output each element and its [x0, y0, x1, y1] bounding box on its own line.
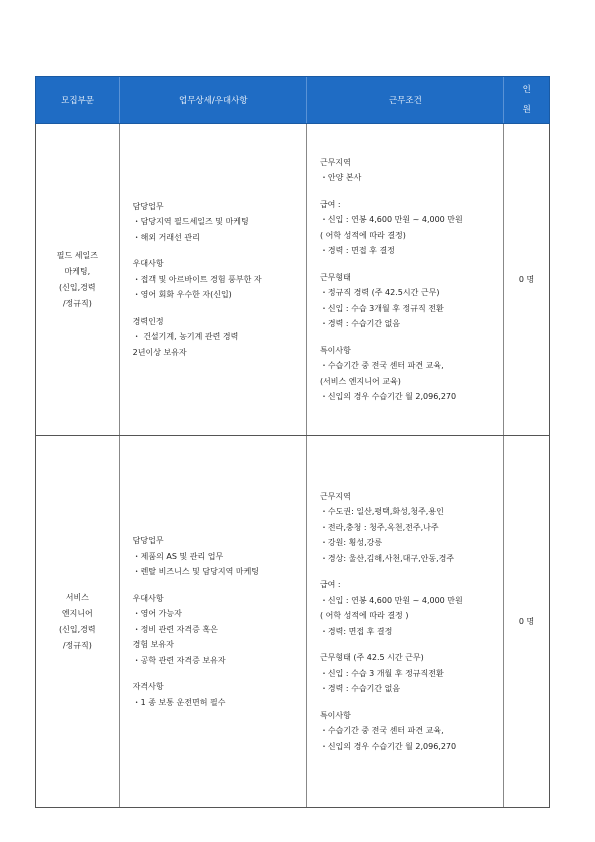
department-line: 마케팅,	[64, 266, 91, 276]
spacer	[320, 332, 499, 343]
condition-line: 근무형태	[319, 272, 351, 282]
detail-line: ・영어 회화 우수한 자(신입)	[132, 290, 232, 300]
department-line: 엔지니어	[61, 608, 93, 618]
table-header	[35, 76, 550, 124]
detail-line: ・공학 관련 자격증 보유자	[132, 655, 226, 665]
details-cell	[120, 436, 307, 807]
condition-line: ・수도권: 일산,평택,화성,청주,용인	[319, 507, 444, 517]
condition-line: ・신입의 경우 수습기간 월 2,096,270	[319, 741, 457, 751]
condition-line: ・경력: 면접 후 결정	[319, 626, 393, 636]
detail-line: ・담당지역 필드세일즈 및 마케팅	[132, 217, 249, 227]
department-cell	[36, 124, 120, 435]
detail-line: 경력인정	[132, 316, 164, 326]
condition-line: ・수습기간 중 전국 센터 파견 교육,	[319, 726, 444, 736]
condition-line: 특이사항	[319, 345, 351, 355]
header-headcount-line2: 원	[522, 105, 531, 115]
condition-line: ・신입 : 수습 3개월 후 정규직 전환	[319, 303, 444, 313]
detail-line: ・제품의 AS 및 관리 업무	[132, 551, 224, 561]
conditions-cell	[307, 124, 504, 435]
spacer	[320, 697, 499, 708]
table-row	[35, 436, 550, 808]
detail-line: 자격사항	[132, 682, 164, 691]
spacer	[320, 639, 499, 650]
department-text	[59, 590, 96, 654]
condition-line: ・전라,충청 : 청주,옥천,전주,나주	[319, 522, 439, 532]
detail-line: ・ 건설기계, 농기계 관련 경력	[132, 332, 239, 342]
header-conditions: 근무조건	[307, 77, 504, 123]
detail-line: 담당업무	[132, 536, 164, 545]
condition-line: ・경력 : 수습기간 없음	[319, 319, 401, 328]
condition-line: 급여 :	[319, 580, 341, 590]
headcount-cell: 0 명	[518, 274, 535, 284]
condition-line: ・정규직 경력 (주 42.5시간 근무)	[319, 288, 440, 297]
header-headcount	[504, 77, 549, 123]
detail-line: ・정비 관련 자격증 혹은	[132, 624, 218, 634]
headcount-cell: 0 명	[518, 616, 535, 626]
condition-line: ・경력 : 면접 후 결정	[319, 246, 395, 255]
condition-line: ( 어학 성적에 따라 결정 )	[319, 611, 409, 621]
spacer	[320, 566, 499, 577]
header-headcount-line1: 인	[522, 85, 531, 95]
condition-line: ・안양 본사	[319, 173, 362, 182]
department-line: 서비스	[65, 592, 89, 602]
spacer	[320, 259, 499, 270]
condition-line: ・강원: 횡성,강릉	[319, 538, 383, 548]
header-department: 모집부문	[36, 77, 120, 123]
department-cell	[36, 436, 120, 807]
detail-line: 우대사항	[132, 593, 164, 603]
detail-line: 2년이상 보유자	[132, 347, 187, 357]
detail-line: 우대사항	[132, 259, 164, 269]
condition-line: ・신입의 경우 수습기간 월 2,096,270	[319, 392, 457, 401]
condition-line: 특이사항	[319, 710, 351, 720]
condition-line: ・수습기간 중 전국 센터 파견 교육,	[319, 361, 444, 370]
detail-line: ・해외 거래선 관리	[132, 232, 200, 242]
department-line: /정규직)	[62, 298, 92, 308]
detail-line: ・1 종 보통 운전면허 필수	[132, 697, 226, 707]
department-line: (신입,경력	[59, 624, 96, 634]
spacer	[133, 580, 302, 591]
department-line: 필드 세일즈	[56, 250, 98, 260]
condition-line: ・경상: 울산,김해,사천,대구,안동,경주	[319, 553, 455, 563]
department-text	[57, 248, 98, 312]
detail-line: ・렌탈 비즈니스 및 담당지역 마케팅	[132, 567, 260, 576]
header-details: 업무상세/우대사항	[120, 77, 307, 123]
condition-line: 근무지역	[319, 491, 351, 501]
condition-line: 근무형태 (주 42.5 시간 근무)	[319, 653, 424, 663]
detail-line: 담당업무	[132, 201, 164, 211]
detail-line: ・접객 및 아르바이트 경험 풍부한 자	[132, 274, 262, 284]
condition-line: ・신입 : 연봉 4,600 만원 ~ 4,000 만원	[319, 595, 463, 605]
department-line: (신입,경력	[59, 282, 96, 292]
department-line: /정규직)	[62, 640, 92, 650]
spacer	[320, 186, 499, 197]
condition-line: ( 어학 성적에 따라 결정)	[319, 230, 406, 240]
conditions-cell	[307, 436, 504, 807]
condition-line: (서비스 엔지니어 교육)	[319, 376, 401, 386]
condition-line: 급여 :	[319, 199, 341, 209]
detail-line: ・영어 가능자	[132, 609, 182, 618]
detail-line: 경험 보유자	[132, 640, 174, 649]
table-row	[35, 124, 550, 436]
spacer	[133, 245, 302, 256]
spacer	[133, 668, 302, 679]
recruitment-table	[35, 76, 550, 808]
details-cell	[120, 124, 307, 435]
condition-line: 근무지역	[319, 157, 351, 167]
spacer	[133, 303, 302, 314]
condition-line: ・신입 : 수습 3 개월 후 정규직전환	[319, 668, 444, 678]
condition-line: ・신입 : 연봉 4,600 만원 ~ 4,000 만원	[319, 215, 463, 224]
condition-line: ・경력 : 수습기간 없음	[319, 684, 401, 694]
